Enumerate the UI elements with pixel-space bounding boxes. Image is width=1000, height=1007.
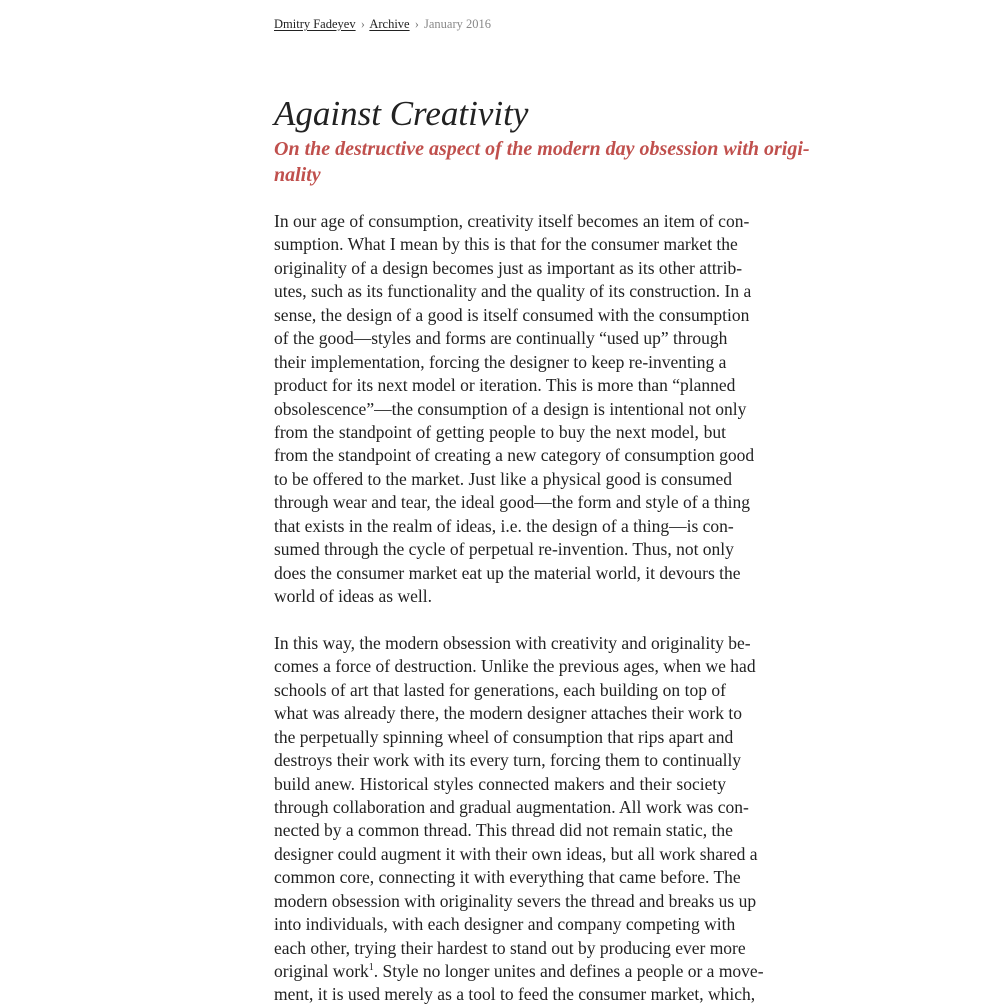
paragraph-line: does the consumer market eat up the material world, it devours the [274,562,741,583]
paragraph-line: common core, connecting it with everything that came before. The [274,867,741,888]
paragraph-line: In our age of consumption, creativity itself becomes an item of con- [274,211,750,231]
subtitle-line: On the destructive aspect of the modern day obsession with origi- [274,138,810,160]
paragraph-line: world of ideas as well. [274,586,432,606]
paragraph-line: In this way, the modern obsession with creativity and originality be- [274,632,751,653]
paragraph-line: through wear and tear, the ideal good—the form and style of a thing [274,492,751,513]
paragraph-line: designer could augment it with their own ideas, but all work shared a [274,843,758,864]
breadcrumb-current-date: January 2016 [424,17,492,31]
paragraph-line: the perpetually spinning wheel of consumption that rips apart and [274,726,734,747]
paragraph-line: nected by a common thread. This thread did not remain static, the [274,820,733,841]
paragraph-line: build anew. Historical styles connected makers and their society [274,773,726,794]
paragraph-line: of the good—styles and forms are continually “used up” through [274,328,728,349]
paragraph-2 [274,632,758,960]
paragraph-line: destroys their work with its every turn, forcing them to continually [274,750,742,771]
paragraph-line: modern obsession with originality severs the thread and breaks us up [274,890,757,911]
paragraph-line: what was already there, the modern designer attaches their work to [274,703,742,724]
footnote-line-before: original work [274,961,369,981]
paragraph-line: comes a force of destruction. Unlike the previous ages, when we had [274,656,756,677]
breadcrumb-archive-link[interactable]: Archive [369,17,410,31]
paragraph-line: schools of art that lasted for generations, each building on top of [274,679,726,700]
subtitle-line: nality [274,164,321,186]
paragraph-line: each other, trying their hardest to stand out by producing ever more [274,937,746,958]
footnote-reference-link[interactable]: 1 [368,962,374,974]
article-subtitle [274,136,810,188]
paragraph-line: to be offered to the market. Just like a physical good is consumed [274,468,732,489]
article-body [274,210,764,1007]
paragraph-line: their implementation, forcing the designer to keep re-inventing a [274,351,727,372]
paragraph-line: ment, it is used merely as a tool to feed the consumer market, which, [274,984,756,1005]
paragraph-line: obsolescence”—the consumption of a design is intentional not only [274,398,747,419]
paragraph-line: utes, such as its functionality and the quality of its construction. In a [274,281,752,302]
breadcrumb-separator: › [414,17,419,31]
paragraph-line: sense, the design of a good is itself consumed with the consumption [274,304,750,325]
paragraph-1 [274,210,755,608]
breadcrumb [274,16,491,32]
paragraph-line: from the standpoint of creating a new category of consumption good [274,445,755,466]
footnote-line-after: . Style no longer unites and defines a people or a move- [373,961,764,981]
breadcrumb-separator: › [360,17,365,31]
paragraph-gap [274,608,726,631]
paragraph-line: from the standpoint of getting people to buy the next model, but [274,421,726,442]
paragraph-line: into individuals, with each designer and company competing with [274,914,736,935]
paragraph-line: sumed through the cycle of perpetual re-invention. Thus, not only [274,539,734,560]
article-title: Against Creativity [274,94,529,133]
paragraph-line-with-footnote [274,960,764,983]
paragraph-line: sumption. What I mean by this is that for the consumer market the [274,234,738,255]
paragraph-line: that exists in the realm of ideas, i.e. the design of a thing—is con- [274,515,734,536]
breadcrumb-home-link[interactable]: Dmitry Fadeyev [274,17,356,31]
paragraph-line: originality of a design becomes just as important as its other attrib- [274,257,743,278]
paragraph-line: product for its next model or iteration. This is more than “planned [274,375,736,396]
paragraph-line: through collaboration and gradual augmentation. All work was con- [274,796,749,817]
